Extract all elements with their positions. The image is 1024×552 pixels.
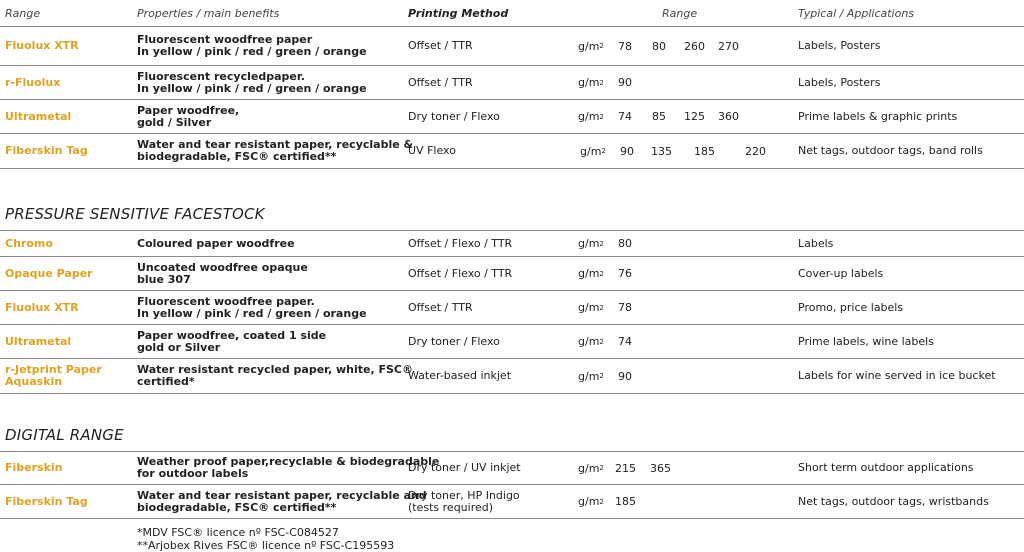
table-row	[0, 257, 1024, 290]
unit-text: g/m	[580, 144, 602, 158]
printing-method-line: Offset / TTR	[408, 300, 473, 314]
product-name-line: Fluolux XTR	[5, 300, 79, 314]
printing-method-line: Offset / TTR	[408, 75, 473, 89]
printing-method	[408, 291, 473, 324]
product-properties	[137, 359, 413, 393]
unit-text: g/m	[578, 76, 600, 89]
properties-line: Paper woodfree,	[137, 103, 240, 117]
applications: Promo, price labels	[798, 300, 904, 314]
weight-value: 185	[694, 144, 715, 158]
unit-text: g/m	[578, 369, 600, 383]
product-properties	[137, 485, 427, 518]
table-rule	[0, 518, 1024, 519]
printing-method	[408, 66, 473, 99]
printing-method	[408, 485, 520, 518]
table-row	[0, 27, 1024, 65]
printing-method-line: UV Flexo	[408, 144, 456, 157]
table-row	[0, 66, 1024, 99]
printing-method	[408, 257, 512, 290]
weight-value: 90	[618, 369, 632, 383]
unit-text: g/m	[578, 39, 600, 53]
properties-line: Water and tear resistant paper, recyclable &	[137, 138, 414, 151]
weight-unit	[578, 66, 604, 99]
unit-text: g/m	[578, 461, 600, 475]
table-row	[0, 134, 1024, 168]
header-weight-range: Range	[662, 7, 698, 20]
properties-line: Water and tear resistant paper, recyclable and	[137, 488, 427, 502]
printing-method-line: Offset / Flexo / TTR	[408, 236, 513, 250]
unit-text: g/m	[578, 110, 600, 123]
product-properties	[137, 100, 239, 133]
printing-method-line: Dry toner, HP Indigo	[408, 488, 520, 502]
header-applications: Typical / Applications	[798, 7, 915, 20]
footnote: *MDV FSC® licence nº FSC-C084527	[137, 526, 339, 539]
applications: Cover-up labels	[798, 266, 884, 280]
properties-line: biodegradable, FSC® certified**	[137, 500, 337, 514]
product-name	[5, 100, 71, 133]
product-name-line: Fiberskin	[5, 461, 63, 474]
weight-value: 220	[745, 144, 766, 158]
unit-text: g/m	[578, 237, 600, 250]
weight-value: 90	[618, 76, 632, 89]
product-name-line: Chromo	[5, 236, 53, 250]
section-title: PRESSURE SENSITIVE FACESTOCK	[5, 205, 265, 223]
properties-line: Fluorescent recycledpaper.	[137, 69, 305, 83]
printing-method-line: Offset / TTR	[408, 39, 473, 52]
product-name	[5, 485, 88, 518]
unit-exponent: 2	[599, 78, 604, 87]
table-row	[0, 231, 1024, 256]
header-range: Range	[5, 7, 41, 20]
product-name-line: Ultrametal	[5, 334, 72, 348]
product-name-line: r-Jetprint Paper	[5, 363, 102, 376]
product-properties	[137, 291, 367, 324]
applications: Labels	[798, 236, 834, 250]
unit-text: g/m	[578, 335, 600, 348]
weight-unit	[578, 485, 604, 518]
printing-method	[408, 100, 500, 133]
properties-line: In yellow / pink / red / green / orange	[137, 81, 367, 95]
product-name	[5, 452, 63, 484]
printing-method-line: Water-based inkjet	[408, 369, 512, 382]
applications: Short term outdoor applications	[798, 461, 974, 474]
unit-exponent: 2	[599, 239, 604, 248]
applications: Prime labels & graphic prints	[798, 109, 958, 123]
product-name	[5, 66, 60, 99]
unit-exponent: 2	[601, 147, 606, 155]
weight-unit	[578, 325, 604, 358]
unit-exponent: 2	[599, 42, 604, 50]
printing-method	[408, 452, 521, 484]
product-name-line: Fluolux XTR	[5, 39, 79, 52]
product-properties	[137, 66, 367, 99]
weight-unit	[580, 134, 606, 168]
properties-line: Water resistant recycled paper, white, FSC®	[137, 363, 413, 376]
properties-line: Fluorescent woodfree paper	[137, 33, 313, 46]
weight-value: 215	[615, 461, 636, 475]
properties-line: Fluorescent woodfree paper.	[137, 294, 315, 308]
weight-value: 360	[718, 110, 739, 123]
weight-value: 78	[618, 301, 632, 314]
product-name-line: Aquaskin	[5, 375, 63, 388]
section-title: DIGITAL RANGE	[5, 426, 124, 444]
applications: Net tags, outdoor tags, band rolls	[798, 144, 983, 157]
printing-method	[408, 134, 456, 168]
printing-method-line: Offset / Flexo / TTR	[408, 266, 513, 280]
product-properties	[137, 257, 308, 290]
product-name	[5, 359, 102, 393]
applications: Prime labels, wine labels	[798, 334, 934, 348]
unit-exponent: 2	[599, 337, 604, 346]
weight-value: 365	[650, 461, 671, 475]
weight-value: 85	[652, 110, 666, 123]
table-row	[0, 325, 1024, 358]
product-name	[5, 325, 71, 358]
properties-line: In yellow / pink / red / green / orange	[137, 45, 367, 58]
printing-method-line: (tests required)	[408, 500, 494, 514]
unit-text: g/m	[578, 267, 600, 280]
product-name-line: Fiberskin Tag	[5, 494, 88, 508]
product-name	[5, 291, 79, 324]
properties-line: blue 307	[137, 272, 191, 286]
product-name-line: r-Fluolux	[5, 75, 61, 89]
properties-line: In yellow / pink / red / green / orange	[137, 306, 367, 320]
table-row	[0, 100, 1024, 133]
footnote: **Arjobex Rives FSC® licence nº FSC-C195593	[137, 539, 395, 552]
weight-value: 125	[684, 110, 705, 123]
printing-method	[408, 27, 473, 65]
properties-line: for outdoor labels	[137, 467, 249, 480]
applications: Labels, Posters	[798, 39, 881, 52]
product-properties	[137, 27, 367, 65]
properties-line: biodegradable, FSC® certified**	[137, 150, 337, 163]
weight-value: 260	[684, 39, 705, 53]
table-row	[0, 452, 1024, 484]
properties-line: gold / Silver	[137, 115, 212, 129]
weight-value: 80	[652, 39, 666, 53]
product-name-line: Ultrametal	[5, 109, 72, 123]
product-properties	[137, 231, 295, 256]
product-properties	[137, 452, 439, 484]
unit-text: g/m	[578, 301, 600, 314]
applications: Net tags, outdoor tags, wristbands	[798, 494, 989, 508]
header-printing-method: Printing Method	[408, 7, 509, 20]
properties-line: gold or Silver	[137, 340, 221, 354]
printing-method-line: Dry toner / UV inkjet	[408, 461, 521, 474]
printing-method-line: Dry toner / Flexo	[408, 334, 500, 348]
product-name	[5, 134, 88, 168]
weight-value: 185	[615, 495, 636, 508]
weight-value: 90	[620, 144, 634, 158]
unit-exponent: 2	[599, 303, 604, 312]
printing-method	[408, 231, 512, 256]
weight-value: 80	[618, 237, 632, 250]
unit-exponent: 2	[599, 269, 604, 278]
product-properties	[137, 134, 413, 168]
weight-value: 135	[651, 144, 672, 158]
weight-value: 74	[618, 110, 632, 123]
properties-line: Coloured paper woodfree	[137, 236, 295, 250]
printing-method	[408, 325, 500, 358]
table-row	[0, 291, 1024, 324]
properties-line: Uncoated woodfree opaque	[137, 260, 308, 274]
properties-line: certified*	[137, 375, 195, 388]
applications: Labels, Posters	[798, 75, 881, 89]
weight-unit	[578, 257, 604, 290]
unit-text: g/m	[578, 495, 600, 508]
properties-line: Weather proof paper,recyclable & biodegradable	[137, 455, 440, 468]
printing-method-line: Dry toner / Flexo	[408, 109, 500, 123]
weight-value: 74	[618, 335, 632, 348]
table-row	[0, 485, 1024, 518]
unit-exponent: 2	[599, 372, 604, 380]
table-rule	[0, 393, 1024, 394]
weight-unit	[578, 359, 604, 393]
properties-line: Paper woodfree, coated 1 side	[137, 328, 327, 342]
weight-value: 270	[718, 39, 739, 53]
weight-unit	[578, 291, 604, 324]
weight-unit	[578, 27, 604, 65]
weight-unit	[578, 452, 604, 484]
unit-exponent: 2	[599, 464, 604, 472]
weight-value: 76	[618, 267, 632, 280]
table-rule	[0, 168, 1024, 169]
unit-exponent: 2	[599, 112, 604, 121]
header-properties: Properties / main benefits	[137, 7, 280, 20]
product-name	[5, 27, 79, 65]
applications: Labels for wine served in ice bucket	[798, 369, 996, 382]
product-name-line: Fiberskin Tag	[5, 144, 88, 157]
table-row	[0, 359, 1024, 393]
weight-value: 78	[618, 39, 632, 53]
product-name	[5, 257, 93, 290]
unit-exponent: 2	[599, 497, 604, 506]
product-name	[5, 231, 53, 256]
product-name-line: Opaque Paper	[5, 266, 93, 280]
weight-unit	[578, 231, 604, 256]
product-properties	[137, 325, 326, 358]
printing-method	[408, 359, 511, 393]
weight-unit	[578, 100, 604, 133]
